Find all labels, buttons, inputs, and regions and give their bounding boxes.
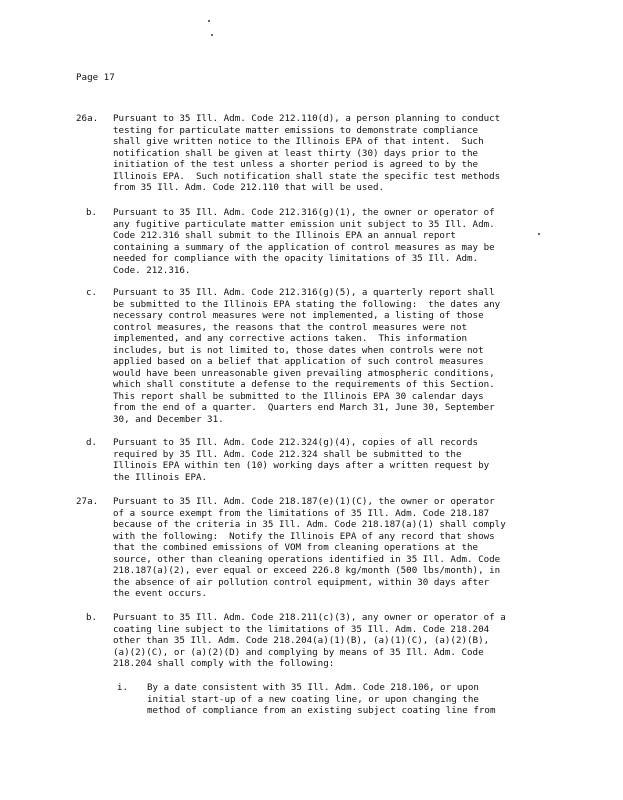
paragraph-line: of a source exempt from the limitations of 35 Ill. Adm. Code 218.187 — [113, 507, 490, 519]
paragraph-line: any fugitive particulate matter emission unit subject to 35 Ill. Adm. — [113, 218, 495, 230]
paragraph-line: Pursuant to 35 Ill. Adm. Code 212.324(g)(4), copies of all records — [113, 437, 479, 448]
paragraph-line: 218.204 shall comply with the following: — [113, 658, 335, 670]
paragraph-line: because of the criteria in 35 Ill. Adm. Code 218.187(a)(1) shall comply — [113, 519, 506, 531]
subparagraph-body — [147, 682, 495, 717]
paragraph-line: Pursuant to 35 Ill. Adm. Code 212.110(d), a person planning to conduct — [113, 113, 501, 124]
paragraph-body — [113, 287, 500, 426]
paragraph-line: from 35 Ill. Adm. Code 212.110 that will be used. — [113, 182, 385, 194]
paragraph-line: coating line subject to the limitations of 35 Ill. Adm. Code 218.204 — [113, 623, 490, 635]
paragraph-line: necessary control measures were not implemented, a listing of those — [113, 310, 484, 322]
paragraph-label: 27a. — [76, 496, 99, 507]
paragraph-label: c. — [86, 287, 98, 298]
paragraph-line: method of compliance from an existing subject coating line from — [147, 705, 496, 717]
paragraph-line: This report shall be submitted to the Illinois EPA 30 calendar days — [113, 390, 484, 402]
subparagraph-label: i. — [117, 682, 129, 693]
paragraph-line: Illinois EPA within ten (10) working days after a written request by — [113, 460, 490, 472]
paragraph-line: Pursuant to 35 Ill. Adm. Code 212.316(g)(5), a quarterly report shall — [113, 287, 495, 298]
page-number: Page 17 — [76, 72, 115, 83]
paragraph-line: would have been unreasonable given prevailing atmospheric conditions, — [113, 367, 495, 379]
paragraph-line: implemented, and any corrective actions taken. This information — [113, 333, 468, 345]
paragraph-line: which shall constitute a defense to the requirements of this Section. — [113, 379, 495, 391]
paragraph-label: d. — [86, 437, 98, 448]
paragraph-line: the Illinois EPA. — [113, 471, 208, 483]
scan-speck — [208, 20, 210, 22]
paragraph-body — [113, 207, 495, 276]
paragraph-line: the absence of air pollution control equipment, within 30 days after — [113, 576, 490, 588]
paragraph-body — [113, 612, 506, 670]
paragraph-body — [113, 437, 489, 483]
paragraph-line: applied based on a belief that application of such control measures — [113, 356, 484, 368]
paragraph-body — [113, 496, 506, 600]
paragraph-line: be submitted to the Illinois EPA stating the following: the dates any — [113, 298, 501, 310]
paragraph-line: with the following: Notify the Illinois EPA of any record that shows — [113, 530, 495, 542]
paragraph-line: testing for particulate matter emissions to demonstrate compliance — [113, 124, 479, 136]
paragraph-line: required by 35 Ill. Adm. Code 212.324 shall be submitted to the — [113, 448, 462, 460]
scan-speck — [211, 34, 213, 36]
paragraph-line: control measures, the reasons that the control measures were not — [113, 321, 468, 333]
paragraph-line: other than 35 Ill. Adm. Code 218.204(a)(1)(B), (a)(1)(C), (a)(2)(B), — [113, 635, 490, 647]
paragraph-line: initiation of the test unless a shorter period is agreed to by the — [113, 159, 479, 171]
paragraph-line: By a date consistent with 35 Ill. Adm. Code 218.106, or upon — [147, 682, 479, 693]
paragraph-line: initial start-up of a new coating line, or upon changing the — [147, 693, 479, 705]
paragraph-line: 218.187(a)(2), ever equal or exceed 226.8 kg/month (500 lbs/month), in — [113, 565, 501, 577]
paragraph-line: Pursuant to 35 Ill. Adm. Code 212.316(g)(1), the owner or operator of — [113, 207, 495, 218]
paragraph-line: notification shall be given at least thirty (30) days prior to the — [113, 147, 479, 159]
paragraph-label: 26a. — [76, 113, 99, 124]
paragraph-line: Illinois EPA. Such notification shall state the specific test methods — [113, 170, 501, 182]
paragraph-line: needed for compliance with the opacity limitations of 35 Ill. Adm. — [113, 253, 479, 265]
paragraph-line: the event occurs. — [113, 588, 208, 600]
paragraph-line: Code 212.316 shall submit to the Illinois EPA an annual report — [113, 230, 456, 242]
paragraph-line: 30, and December 31. — [113, 414, 224, 426]
paragraph-label: b. — [86, 612, 98, 623]
paragraph-line: Code. 212.316. — [113, 264, 191, 276]
paragraph-line: includes, but is not limited to, those dates when controls were not — [113, 344, 484, 356]
paragraph-line: source, other than cleaning operations identified in 35 Ill. Adm. Code — [113, 553, 501, 565]
paragraph-line: containing a summary of the application of control measures as may be — [113, 241, 495, 253]
paragraph-line: Pursuant to 35 Ill. Adm. Code 218.187(e)(1)(C), the owner or operator — [113, 496, 495, 507]
paragraph-body — [113, 113, 500, 194]
paragraph-label: b. — [86, 207, 98, 218]
paragraph-line: from the end of a quarter. Quarters end March 31, June 30, September — [113, 402, 495, 414]
paragraph-line: that the combined emissions of VOM from cleaning operations at the — [113, 542, 479, 554]
scan-speck — [538, 233, 540, 235]
paragraph-line: Pursuant to 35 Ill. Adm. Code 218.211(c)(3), any owner or operator of a — [113, 612, 506, 623]
paragraph-line: (a)(2)(C), or (a)(2)(D) and complying by means of 35 Ill. Adm. Code — [113, 646, 484, 658]
paragraph-line: shall give written notice to the Illinois EPA of that intent. Such — [113, 136, 484, 148]
